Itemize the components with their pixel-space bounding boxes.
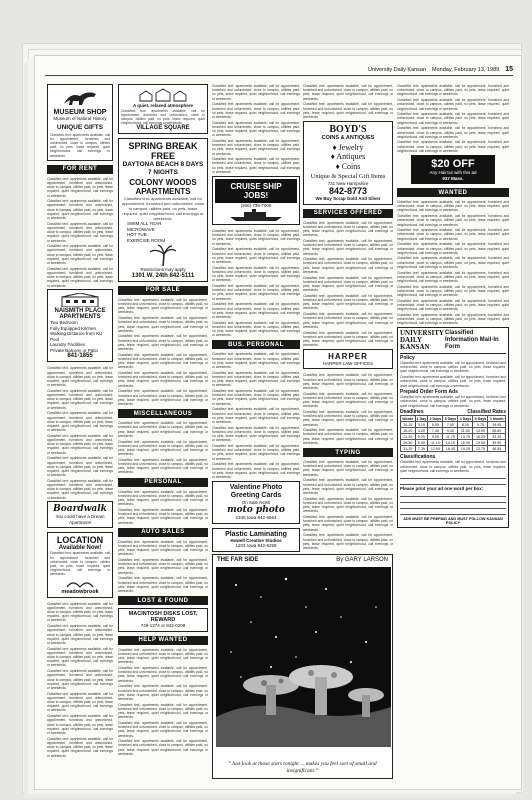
rent-listings-3: Classified text: apartments available, call for appointment, furnished and unfurnished, close to campus, utilities paid, no pets, lease required, quiet neighborhood, call evenings or weekends. Classified text: apartments available, call for appointment, furnished and unfurnished, close to campus, utilities paid, no pets, lease required, quiet neighborhood, call evenings or weekends. Classified text: apartments available, call for appointment, furnished and unfurnished, close to campus, utilities paid, no pets, lease required, quiet neighborhood, call evenings or weekends. Classified text: apartments available, call for appointment, furnished and unfurnished, close to campus, utilities paid, no pets, lease required, quiet neighborhood, call evenings or weekends. Classified text: apartments available, call for appointment, furnished and unfurnished, close to campus, utilities paid, no pets, lease required, quiet neighborhood, call evenings or weekends. Classified text: apartments available, call for appointment, furnished and unfurnished, close to campus, utilities paid, no pets, lease required, quiet neighborhood, call evenings or weekends. Classified text: apartments available, call for appointment, furnished and unfurnished, close to campus, utilities paid, no pets, lease required, quiet neighborhood, call evenings or weekends. bbox=[47, 601, 113, 758]
boyds-title: BOYD'S bbox=[329, 123, 367, 135]
wanted-header: WANTED bbox=[397, 188, 509, 197]
cruise-ship-phone: (206) 736-7000 bbox=[240, 202, 272, 208]
auto-sales-header: AUTO SALES bbox=[118, 528, 208, 537]
boyds-tag: Unique & Special Gift Items bbox=[310, 173, 386, 181]
typing-listings: Classified text: apartments available, call for appointment, furnished and unfurnished, close to campus, utilities paid, no pets, lease required, quiet neighborhood, call evenings or weekends. Classified text: apartments available, call for appointment, furnished and unfurnished, close to campus, utilities paid, no pets, lease required, quiet neighborhood, call evenings or weekends. Classified text: apartments available, call for appointment, furnished and unfurnished, close to campus, utilities paid, no pets, lease required, quiet neighborhood, call evenings or weekends. Classified text: apartments available, call for appointment, furnished and unfurnished, close to campus, utilities paid, no pets, lease required, quiet neighborhood, call evenings or weekends. Classified text: apartments available, call for appointment, furnished and unfurnished, close to campus, utilities paid, no pets, lease required, quiet neighborhood, call evenings or weekends. bbox=[303, 460, 393, 550]
column-4 bbox=[303, 84, 393, 552]
harper-subtitle: HARPER LAW OFFICES bbox=[322, 360, 374, 366]
harper-title: HARPER bbox=[328, 351, 368, 361]
kansan-mail-in-form bbox=[397, 327, 509, 528]
column-5-listings-top: Classified text: apartments available, call for appointment, furnished and unfurnished, close to campus, utilities paid, no pets, lease required, quiet neighborhood, call evenings or weekends. Classified text: apartments available, call for appointment, furnished and unfurnished, close to campus, utilities paid, no pets, lease required, quiet neighborhood, call evenings or weekends. Classified text: apartments available, call for appointment, furnished and unfurnished, close to campus, utilities paid, no pets, lease required, quiet neighborhood, call evenings or weekends. Classified text: apartments available, call for appointment, furnished and unfurnished, close to campus, utilities paid, no pets, lease required, quiet neighborhood, call evenings or weekends. Classified text: apartments available, call for appointment, furnished and unfurnished, close to campus, utilities paid, no pets, lease required, quiet neighborhood, call evenings or weekends. bbox=[397, 84, 509, 153]
deadlines-rates-row: Deadlines Classified Rates bbox=[400, 409, 506, 416]
colony-woods-name: COLONY WOODS APARTMENTS bbox=[129, 178, 197, 197]
policy-header: Policy bbox=[400, 355, 415, 362]
page-number: 15 bbox=[505, 66, 513, 73]
form-title: Classified Information Mail-In Form bbox=[445, 330, 499, 351]
macintosh-title: MACINTOSH DISKS LOST, REWARD bbox=[128, 611, 198, 624]
museum-shop-subtitle: Museum of Natural History bbox=[53, 116, 107, 121]
spring-break-body: Classified text: apartments available, call for appointment, furnished and unfurnished, close to campus, utilities paid, no pets, lease required, quiet neighborhood, call evenings or weekends. bbox=[121, 196, 205, 222]
misc-listings: Classified text: apartments available, call for appointment, furnished and unfurnished, close to campus, utilities paid, no pets, lease required, quiet neighborhood, call evenings or weekends. Classified text: apartments available, call for appointment, furnished and unfurnished, close to campus, utilities paid, no pets, lease required, quiet neighborhood, call evenings or weekends. Classified text: apartments available, call for appointment, furnished and unfurnished, close to campus, utilities paid, no pets, lease required, quiet neighborhood, call evenings or weekends. bbox=[118, 421, 208, 475]
valentine-price: On Sale NOW bbox=[241, 499, 271, 505]
meadowbrook-logo-icon bbox=[65, 578, 95, 588]
twenty-off-address: 937 Mass. bbox=[442, 175, 464, 181]
classifications-text: Classified text: apartments available, call for appointment, furnished and unfurnished, close to campus, utilities paid, no pets, lease required, quiet neighborhood, call evenings or weekends. bbox=[400, 460, 506, 473]
publication-name: University Daily Kansan bbox=[367, 66, 427, 73]
typing-header: TYPING bbox=[303, 448, 393, 457]
comic-author: By GARY LARSON bbox=[336, 557, 388, 563]
macintosh-phone: 749-1274 or 842-0209 bbox=[140, 623, 186, 629]
table-row: 16-20 4.20 7.40 9.40 11.00 13.00 26.60 bbox=[401, 428, 506, 434]
cruise-ship-icon bbox=[226, 209, 286, 221]
far-side-comic bbox=[212, 554, 393, 779]
column-2 bbox=[118, 84, 208, 758]
for-rent-listings: Classified text: apartments available, call for appointment, furnished and unfurnished, close to campus, utilities paid, no pets, lease required, quiet neighborhood, call evenings or weekends. Classified text: apartments available, call for appointment, furnished and unfurnished, close to campus, utilities paid, no pets, lease required, quiet neighborhood, call evenings or weekends. Classified text: apartments available, call for appointment, furnished and unfurnished, close to campus, utilities paid, no pets, lease required, quiet neighborhood, call evenings or weekends. Classified text: apartments available, call for appointment, furnished and unfurnished, close to campus, utilities paid, no pets, lease required, quiet neighborhood, call evenings or weekends. Classified text: apartments available, call for appointment, furnished and unfurnished, close to campus, utilities paid, no pets, lease required, quiet neighborhood, call evenings or weekends. bbox=[47, 176, 113, 288]
laminating-address: 1203 Iowa 842-8259 bbox=[235, 543, 277, 549]
wanted-listings: Classified text: apartments available, call for appointment, furnished and unfurnished, close to campus, utilities paid, no pets, lease required, quiet neighborhood, call evenings or weekends. Classified text: apartments available, call for appointment, furnished and unfurnished, close to campus, utilities paid, no pets, lease required, quiet neighborhood, call evenings or weekends. Classified text: apartments available, call for appointment, furnished and unfurnished, close to campus, utilities paid, no pets, lease required, quiet neighborhood, call evenings or weekends. Classified text: apartments available, call for appointment, furnished and unfurnished, close to campus, utilities paid, no pets, lease required, quiet neighborhood, call evenings or weekends. Classified text: apartments available, call for appointment, furnished and unfurnished, close to campus, utilities paid, no pets, lease required, quiet neighborhood, call evenings or weekends. Classified text: apartments available, call for appointment, furnished and unfurnished, close to campus, utilities paid, no pets, lease required, quiet neighborhood, call evenings or weekends. Classified text: apartments available, call for appointment, furnished and unfurnished, close to campus, utilities paid, no pets, lease required, quiet neighborhood, call evenings or weekends. Classified text: apartments available, call for appointment, furnished and unfurnished, close to campus, utilities paid, no pets, lease required, quiet neighborhood, call evenings or weekends. Classified text: apartments available, call for appointment, furnished and unfurnished, close to campus, utilities paid, no pets, lease required, quiet neighborhood, call evenings or weekends. bbox=[397, 200, 509, 326]
classifications-header: Classifications bbox=[400, 454, 436, 461]
for-sale-listings: Classified text: apartments available, call for appointment, furnished and unfurnished, close to campus, utilities paid, no pets, lease required, quiet neighborhood, call evenings or weekends. Classified text: apartments available, call for appointment, furnished and unfurnished, close to campus, utilities paid, no pets, lease required, quiet neighborhood, call evenings or weekends. Classified text: apartments available, call for appointment, furnished and unfurnished, close to campus, utilities paid, no pets, lease required, quiet neighborhood, call evenings or weekends. Classified text: apartments available, call for appointment, furnished and unfurnished, close to campus, utilities paid, no pets, lease required, quiet neighborhood, call evenings or weekends. Classified text: apartments available, call for appointment, furnished and unfurnished, close to campus, utilities paid, no pets, lease required, quiet neighborhood, call evenings or weekends. Classified text: apartments available, call for appointment, furnished and unfurnished, close to campus, utilities paid, no pets, lease required, quiet neighborhood, call evenings or weekends. bbox=[118, 297, 208, 406]
spring-break-subtitle: DAYTONA BEACH 8 DAYS 7 NIGHTS bbox=[122, 161, 204, 176]
naismith-title: NAISMITH PLACE APARTMENTS bbox=[54, 308, 106, 321]
ad-text-line[interactable] bbox=[400, 504, 506, 509]
table-row: 10-15 3.15 5.55 7.05 8.25 9.75 19.95 bbox=[401, 422, 506, 428]
for-rent-header: FOR RENT bbox=[47, 165, 113, 174]
twenty-off-ad bbox=[411, 155, 495, 184]
help-wanted-header: HELP WANTED bbox=[118, 636, 208, 645]
ad-text-line[interactable] bbox=[400, 492, 506, 497]
laminating-company: Howell Creative Studios bbox=[230, 537, 282, 543]
location-body: Classified text: apartments available, call for appointment, furnished and unfurnished, close to campus, utilities paid, no pets, lease required, quiet neighborhood, call evenings or weekends. bbox=[50, 551, 110, 577]
harper-law-ad bbox=[303, 349, 393, 370]
naismith-amenities: Two Bedroom Fully Equipped Kitchen Walking Distance from KU Pool Laundry Facilities Private Balcony or Patio bbox=[50, 320, 103, 353]
village-square-name: VILLAGE SQUARE bbox=[136, 125, 190, 132]
dinosaur-icon bbox=[60, 88, 100, 108]
twenty-off-title: $20 OFF bbox=[431, 158, 475, 171]
publication-date: Monday, February 13, 1989 bbox=[432, 66, 500, 73]
spring-break-note: Restrictions may apply bbox=[140, 267, 186, 273]
prepaid-header: Prepaid Order Form Ads bbox=[400, 389, 458, 396]
comic-title: THE FAR SIDE bbox=[217, 557, 259, 563]
moto-photo-logo: moto photo bbox=[227, 505, 285, 516]
policy-text: Classified text: apartments available, call for appointment, furnished and unfurnished, close to campus, utilities paid, no pets, lease required, quiet neighborhood, call evenings or weekends. Classified text: apartments available, call for appointment, furnished and unfurnished, close to campus, utilities paid, no pets, lease required, quiet neighborhood, call evenings or weekends. bbox=[400, 361, 506, 388]
bus-personal-header: BUS. PERSONAL bbox=[212, 340, 300, 349]
page-header bbox=[45, 64, 513, 76]
comic-header bbox=[217, 557, 388, 563]
form-header bbox=[400, 330, 506, 354]
table-row: 26-30 6.30 11.10 14.10 16.50 19.50 39.90 bbox=[401, 440, 506, 446]
location-ad bbox=[47, 532, 113, 597]
boyds-tag2: We Buy Scrap Gold And Silver bbox=[315, 196, 381, 202]
table-row: 31-35 7.35 12.95 16.45 19.25 22.75 46.55 bbox=[401, 446, 506, 452]
print-prompt: Please print your ad one word per box: bbox=[400, 486, 484, 492]
for-sale-header: FOR SALE bbox=[118, 286, 208, 295]
help-wanted-listings: Classified text: apartments available, call for appointment, furnished and unfurnished, close to campus, utilities paid, no pets, lease required, quiet neighborhood, call evenings or weekends. Classified text: apartments available, call for appointment, furnished and unfurnished, close to campus, utilities paid, no pets, lease required, quiet neighborhood, call evenings or weekends. Classified text: apartments available, call for appointment, furnished and unfurnished, close to campus, utilities paid, no pets, lease required, quiet neighborhood, call evenings or weekends. Classified text: apartments available, call for appointment, furnished and unfurnished, close to campus, utilities paid, no pets, lease required, quiet neighborhood, call evenings or weekends. Classified text: apartments available, call for appointment, furnished and unfurnished, close to campus, utilities paid, no pets, lease required, quiet neighborhood, call evenings or weekends. Classified text: apartments available, call for appointment, furnished and unfurnished, close to campus, utilities paid, no pets, lease required, quiet neighborhood, call evenings or weekends. bbox=[118, 647, 208, 756]
boardwalk-title: Boardwalk bbox=[53, 504, 107, 515]
boyds-items: ♦ Jewelry ♦ Antiques ♦ Coins bbox=[330, 142, 366, 171]
museum-shop-body: Classified text: apartments available, call for appointment, furnished and unfurnished, close to campus, utilities paid, no pets, lease required, quiet neighborhood, call evenings or weekends. bbox=[50, 132, 110, 158]
comic-illustration bbox=[216, 567, 391, 747]
column-5 bbox=[397, 84, 509, 528]
spring-break-title: SPRING BREAK FREE bbox=[128, 141, 198, 162]
village-square-body: Classified text: apartments available, call for appointment, furnished and unfurnished, close to campus, utilities paid, no pets, lease required, quiet neighborhood, call evenings or weekends. bbox=[121, 108, 205, 126]
village-square-ad bbox=[118, 84, 208, 134]
column-3 bbox=[212, 84, 300, 552]
museum-shop-tagline: UNIQUE GIFTS bbox=[56, 123, 104, 131]
column-1 bbox=[47, 84, 113, 759]
colony-woods-address: 1301 W. 24th 842-5111 bbox=[131, 272, 195, 279]
apartment-building-icon bbox=[60, 293, 100, 307]
cruise-ship-ad bbox=[212, 176, 300, 226]
miscellaneous-header: MISCELLANEOUS bbox=[118, 409, 208, 418]
services-listings-2: Classified text: apartments available, call for appointment, furnished and unfurnished, close to campus, utilities paid, no pets, lease required, quiet neighborhood, call evenings or weekends. Classified text: apartments available, call for appointment, furnished and unfurnished, close to campus, utilities paid, no pets, lease required, quiet neighborhood, call evenings or weekends. Classified text: apartments available, call for appointment, furnished and unfurnished, close to campus, utilities paid, no pets, lease required, quiet neighborhood, call evenings or weekends. Classified text: apartments available, call for appointment, furnished and unfurnished, close to campus, utilities paid, no pets, lease required, quiet neighborhood, call evenings or weekends. bbox=[303, 373, 393, 445]
column-3-listings-mid: Classified text: apartments available, call for appointment, furnished and unfurnished, close to campus, utilities paid, no pets, lease required, quiet neighborhood, call evenings or weekends. Classified text: apartments available, call for appointment, furnished and unfurnished, close to campus, utilities paid, no pets, lease required, quiet neighborhood, call evenings or weekends. Classified text: apartments available, call for appointment, furnished and unfurnished, close to campus, utilities paid, no pets, lease required, quiet neighborhood, call evenings or weekends. Classified text: apartments available, call for appointment, furnished and unfurnished, close to campus, utilities paid, no pets, lease required, quiet neighborhood, call evenings or weekends. Classified text: apartments available, call for appointment, furnished and unfurnished, close to campus, utilities paid, no pets, lease required, quiet neighborhood, call evenings or weekends. Classified text: apartments available, call for appointment, furnished and unfurnished, close to campus, utilities paid, no pets, lease required, quiet neighborhood, call evenings or weekends. bbox=[212, 229, 300, 338]
boyds-subtitle: COINS & ANTIQUES bbox=[321, 134, 375, 141]
cruise-ship-title: CRUISE SHIP JOBS! bbox=[215, 179, 297, 203]
boyds-phone: 842-8773 bbox=[328, 186, 368, 197]
naismith-place-ad bbox=[47, 289, 113, 362]
form-line[interactable] bbox=[400, 474, 506, 479]
prepaid-text: Classified text: apartments available, call for appointment, furnished and unfurnished, close to campus, utilities paid, no pets, lease required, quiet neighborhood, call evenings or weekends. bbox=[400, 395, 506, 408]
lost-found-header: LOST & FOUND bbox=[118, 596, 208, 605]
services-listings: Classified text: apartments available, call for appointment, furnished and unfurnished, close to campus, utilities paid, no pets, lease required, quiet neighborhood, call evenings or weekends. Classified text: apartments available, call for appointment, furnished and unfurnished, close to campus, utilities paid, no pets, lease required, quiet neighborhood, call evenings or weekends. Classified text: apartments available, call for appointment, furnished and unfurnished, close to campus, utilities paid, no pets, lease required, quiet neighborhood, call evenings or weekends. Classified text: apartments available, call for appointment, furnished and unfurnished, close to campus, utilities paid, no pets, lease required, quiet neighborhood, call evenings or weekends. Classified text: apartments available, call for appointment, furnished and unfurnished, close to campus, utilities paid, no pets, lease required, quiet neighborhood, call evenings or weekends. Classified text: apartments available, call for appointment, furnished and unfurnished, close to campus, utilities paid, no pets, lease required, quiet neighborhood, call evenings or weekends. Classified text: apartments available, call for appointment, furnished and unfurnished, close to campus, utilities paid, no pets, lease required, quiet neighborhood, call evenings or weekends. bbox=[303, 220, 393, 348]
palm-tree-icon bbox=[148, 244, 178, 266]
valentine-photo-ad bbox=[212, 481, 300, 524]
kansan-masthead: UNIVERSITY DAILY KANSAN bbox=[400, 329, 444, 352]
location-subtitle: Available Now! bbox=[58, 545, 102, 552]
ad-text-line[interactable] bbox=[400, 498, 506, 503]
ad-text-line[interactable] bbox=[400, 510, 506, 515]
classified-rates-table: Words 1 Day 2 Days 3 Days 4 Days 5 Days 1 Month 10-15 3.15 5.55 7.05 8.25 9.75 19.95 16-20 4.20 7.40 9.40 11.00 13.00 26.60 21-25 5.25 9.25 11.75 13.75 16.25 33.25 26-30 6.30 11.10 14.10 16.50 19.50 39.90 31-35 7.35 12.95 16.45 19.25 22.75 46.55 bbox=[402, 416, 504, 451]
naismith-phone: 841-1855 bbox=[67, 353, 93, 360]
column-4-listings-top: Classified text: apartments available, call for appointment, furnished and unfurnished, close to campus, utilities paid, no pets, lease required, quiet neighborhood, call evenings or weekends. Classified text: apartments available, call for appointment, furnished and unfurnished, close to campus, utilities paid, no pets, lease required, quiet neighborhood, call evenings or weekends. bbox=[303, 84, 393, 119]
twenty-off-sub: Any Haircut with this ad bbox=[429, 170, 477, 176]
bus-personal-listings: Classified text: apartments available, call for appointment, furnished and unfurnished, close to campus, utilities paid, no pets, lease required, quiet neighborhood, call evenings or weekends. Classified text: apartments available, call for appointment, furnished and unfurnished, close to campus, utilities paid, no pets, lease required, quiet neighborhood, call evenings or weekends. Classified text: apartments available, call for appointment, furnished and unfurnished, close to campus, utilities paid, no pets, lease required, quiet neighborhood, call evenings or weekends. Classified text: apartments available, call for appointment, furnished and unfurnished, close to campus, utilities paid, no pets, lease required, quiet neighborhood, call evenings or weekends. Classified text: apartments available, call for appointment, furnished and unfurnished, close to campus, utilities paid, no pets, lease required, quiet neighborhood, call evenings or weekends. Classified text: apartments available, call for appointment, furnished and unfurnished, close to campus, utilities paid, no pets, lease required, quiet neighborhood, call evenings or weekends. Classified text: apartments available, call for appointment, furnished and unfurnished, close to campus, utilities paid, no pets, lease required, quiet neighborhood, call evenings or weekends. bbox=[212, 352, 300, 479]
valentine-title: Valentine Photo Greeting Cards bbox=[229, 483, 283, 499]
laminating-ad bbox=[212, 528, 300, 552]
column-3-listings-top: Classified text: apartments available, call for appointment, furnished and unfurnished, close to campus, utilities paid, no pets, lease required, quiet neighborhood, call evenings or weekends. Classified text: apartments available, call for appointment, furnished and unfurnished, close to campus, utilities paid, no pets, lease required, quiet neighborhood, call evenings or weekends. Classified text: apartments available, call for appointment, furnished and unfurnished, close to campus, utilities paid, no pets, lease required, quiet neighborhood, call evenings or weekends. Classified text: apartments available, call for appointment, furnished and unfurnished, close to campus, utilities paid, no pets, lease required, quiet neighborhood, call evenings or weekends. Classified text: apartments available, call for appointment, furnished and unfurnished, close to campus, utilities paid, no pets, lease required, quiet neighborhood, call evenings or weekends. bbox=[212, 84, 300, 174]
boyds-address: 731 New Hampshire bbox=[327, 180, 369, 186]
village-icon bbox=[138, 88, 188, 102]
boardwalk-ad bbox=[47, 501, 113, 528]
meadowbrook-title: meadowbrook bbox=[61, 588, 99, 595]
services-offered-header: SERVICES OFFERED bbox=[303, 209, 393, 218]
location-title: LOCATION bbox=[56, 535, 104, 546]
museum-shop-ad bbox=[47, 84, 113, 161]
auto-listings: Classified text: apartments available, call for appointment, furnished and unfurnished, close to campus, utilities paid, no pets, lease required, quiet neighborhood, call evenings or weekends. Classified text: apartments available, call for appointment, furnished and unfurnished, close to campus, utilities paid, no pets, lease required, quiet neighborhood, call evenings or weekends. Classified text: apartments available, call for appointment, furnished and unfurnished, close to campus, utilities paid, no pets, lease required, quiet neighborhood, call evenings or weekends. bbox=[118, 539, 208, 593]
museum-shop-title: MUSEUM SHOP bbox=[53, 109, 107, 116]
valentine-phone: 2340 Iowa 842-6564 bbox=[235, 515, 277, 521]
rent-listings-2: Classified text: apartments available, call for appointment, furnished and unfurnished, close to campus, utilities paid, no pets, lease required, quiet neighborhood, call evenings or weekends. Classified text: apartments available, call for appointment, furnished and unfurnished, close to campus, utilities paid, no pets, lease required, quiet neighborhood, call evenings or weekends. Classified text: apartments available, call for appointment, furnished and unfurnished, close to campus, utilities paid, no pets, lease required, quiet neighborhood, call evenings or weekends. Classified text: apartments available, call for appointment, furnished and unfurnished, close to campus, utilities paid, no pets, lease required, quiet neighborhood, call evenings or weekends. Classified text: apartments available, call for appointment, furnished and unfurnished, close to campus, utilities paid, no pets, lease required, quiet neighborhood, call evenings or weekends. Classified text: apartments available, call for appointment, furnished and unfurnished, close to campus, utilities paid, no pets, lease required, quiet neighborhood, call evenings or weekends. bbox=[47, 366, 113, 500]
newspaper-page bbox=[34, 55, 522, 790]
boardwalk-line: You could have a Dream Apartment! bbox=[55, 514, 105, 525]
personal-header: PERSONAL bbox=[118, 478, 208, 487]
laminating-title: Plastic Laminating bbox=[225, 530, 287, 538]
personal-listings: Classified text: apartments available, call for appointment, furnished and unfurnished, close to campus, utilities paid, no pets, lease required, quiet neighborhood, call evenings or weekends. Classified text: apartments available, call for appointment, furnished and unfurnished, close to campus, utilities paid, no pets, lease required, quiet neighborhood, call evenings or weekends. bbox=[118, 489, 208, 525]
spring-break-ad bbox=[118, 138, 208, 282]
form-footer: ADS MUST BE PREPAID AND MUST FOLLOW KANSAN POLICY bbox=[403, 517, 503, 526]
comic-caption: “Just look at those stars tonight ... makes you feel sort of small and insignificant.” bbox=[228, 761, 377, 774]
macintosh-disks-ad bbox=[118, 608, 208, 632]
colony-woods-features: SWIM ALL YEAR MICROWAVE HOT TUB EXERCISE ROOM bbox=[127, 221, 166, 243]
boyds-coins-ad bbox=[303, 121, 393, 205]
form-line[interactable] bbox=[400, 480, 506, 485]
table-row: 21-25 5.25 9.25 11.75 13.75 16.25 33.25 bbox=[401, 434, 506, 440]
village-square-line1: A quiet, relaxed atmosphere bbox=[132, 103, 194, 108]
